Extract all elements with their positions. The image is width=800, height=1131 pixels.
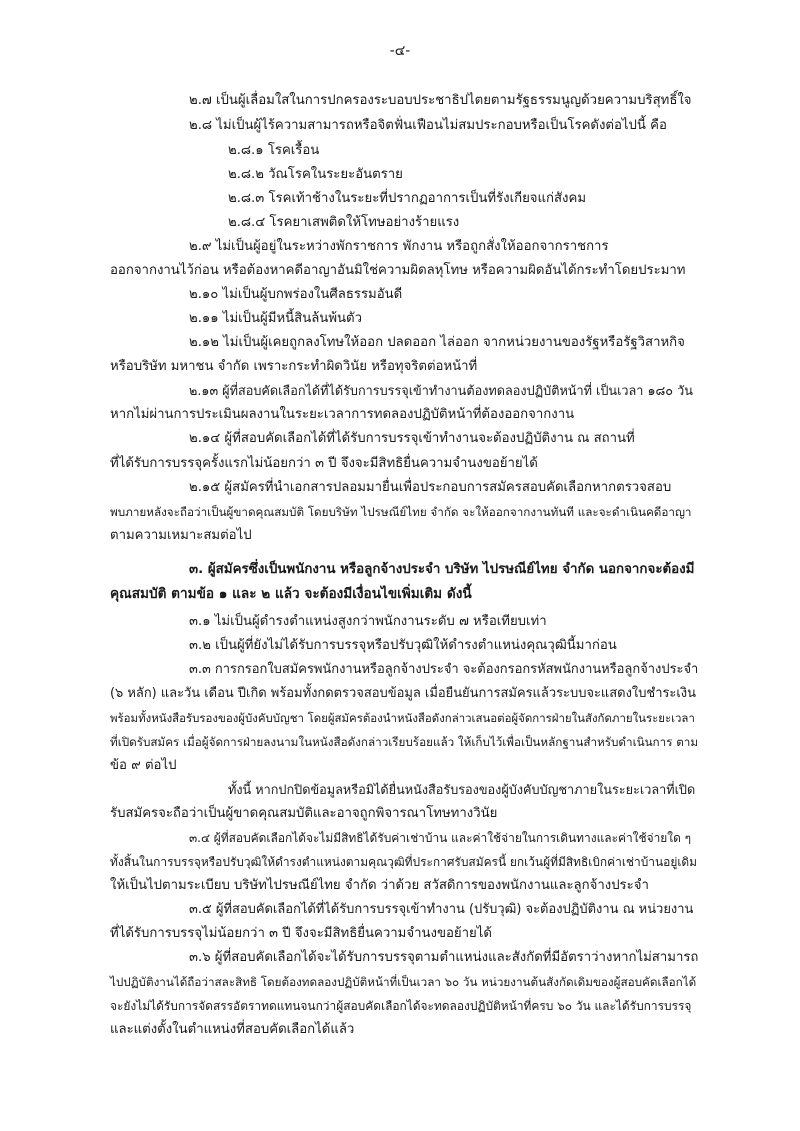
- text-line: ๒.๑๐ ไม่เป็นผู้บกพร่องในศีลธรรมอันดี: [189, 287, 403, 302]
- text-line: ที่ได้รับการบรรจุครั้งแรกไม่น้อยกว่า ๓ ปี จึงจะมีสิทธิยื่นความจำนงขอย้ายได้: [110, 456, 538, 471]
- text-line: ไปปฏิบัติงานได้ถือว่าสละสิทธิ โดยต้องทดลองปฏิบัติหน้าที่เป็นเวลา ๖๐ วัน หน่วยงานต้นสังกัดเดิมของผู้สอบคัดเลือกได้: [110, 975, 697, 989]
- text-line: หรือบริษัท มหาชน จำกัด เพราะกระทำผิดวินัย หรือทุจริตต่อหน้าที่: [110, 359, 478, 374]
- text-line: ๒.๘.๓ โรคเท้าช้างในระยะที่ปรากฏอาการเป็นที่รังเกียจแก่สังคม: [228, 191, 587, 206]
- text-line: ๒.๑๑ ไม่เป็นผู้มีหนี้สินล้นพ้นตัว: [189, 311, 363, 326]
- text-line: ให้เป็นไปตามระเบียบ บริษัทไปรษณีย์ไทย จำกัด ว่าด้วย สวัสดิการของพนักงานและลูกจ้างประจำ: [110, 878, 649, 893]
- text-line: ๒.๑๒ ไม่เป็นผู้เคยถูกลงโทษให้ออก ปลดออก ไล่ออก จากหน่วยงานของรัฐหรือรัฐวิสาหกิจ: [189, 335, 685, 350]
- text-line: ทั้งสิ้นในการบรรจุหรือปรับวุฒิให้ดำรงตำแหน่งตามคุณวุฒิที่ประกาศรับสมัครนี้ ยกเว้นผู้ที่มีสิทธิเบิกค่าเช่าบ้านอยู่เดิม: [110, 855, 698, 869]
- text-line: ออกจากงานไว้ก่อน หรือต้องหาคดีอาญาอันมิใช่ความผิดลหุโทษ หรือความผิดอันได้กระทำโดยประมาท: [110, 263, 686, 278]
- text-line: ๒.๑๕ ผู้สมัครที่นำเอกสารปลอมมายื่นเพื่อประกอบการสมัครสอบคัดเลือกหากตรวจสอบ: [189, 480, 672, 495]
- text-line: ๓.๑ ไม่เป็นผู้ดำรงตำแหน่งสูงกว่าพนักงานระดับ ๗ หรือเทียบเท่า: [189, 614, 547, 629]
- text-line: ที่เปิดรับสมัคร เมื่อผู้จัดการฝ่ายลงนามในหนังสือดังกล่าวเรียบร้อยแล้ว ให้เก็บไว้เพื่อเป็นหลักฐานสำหรับดำเนินการ ตาม: [110, 735, 699, 749]
- text-line: ๒.๙ ไม่เป็นผู้อยู่ในระหว่างพักราชการ พักงาน หรือถูกสั่งให้ออกจากราชการ: [189, 239, 609, 254]
- text-line: ๓.๒ เป็นผู้ที่ยังไม่ได้รับการบรรจุหรือปรับวุฒิให้ดำรงตำแหน่งคุณวุฒินี้มาก่อน: [189, 638, 617, 653]
- text-line: หากไม่ผ่านการประเมินผลงานในระยะเวลาการทดลองปฏิบัติหน้าที่ต้องออกจากงาน: [110, 407, 575, 422]
- text-line: ตามความเหมาะสมต่อไป: [110, 528, 252, 543]
- text-line: พบภายหลังจะถือว่าเป็นผู้ขาดคุณสมบัติ โดยบริษัท ไปรษณีย์ไทย จำกัด จะให้ออกจากงานทันที และจะดำเนินคดีอาญา: [110, 505, 692, 519]
- text-line: ๒.๘.๑ โรคเรื้อน: [228, 143, 320, 158]
- page-number: -๔-: [389, 43, 411, 59]
- text-line: ๒.๘.๒ วัณโรคในระยะอันตราย: [228, 167, 403, 182]
- section-heading: ๓. ผู้สมัครซึ่งเป็นพนักงาน หรือลูกจ้างประจำ บริษัท ไปรษณีย์ไทย จำกัด นอกจากจะต้องมี: [189, 562, 695, 577]
- text-line: รับสมัครจะถือว่าเป็นผู้ขาดคุณสมบัติและอาจถูกพิจารณาโทษทางวินัย: [110, 806, 498, 821]
- text-line: ๒.๑๓ ผู้ที่สอบคัดเลือกได้ที่ได้รับการบรรจุเข้าทำงานต้องทดลองปฏิบัติหน้าที่ เป็นเวลา ๑๘๐ วัน: [189, 383, 693, 398]
- text-line: จะยังไม่ได้รับการจัดสรรอัตราทดแทนจนกว่าผู้สอบคัดเลือกได้จะทดลองปฏิบัติหน้าที่ครบ ๖๐ วัน และได้รับการบรรจุ: [110, 999, 692, 1013]
- text-line: ๒.๘.๔ โรคยาเสพติดให้โทษอย่างร้ายแรง: [228, 215, 460, 230]
- text-line: ทั้งนี้ หากปกปิดข้อมูลหรือมิได้ยื่นหนังสือรับรองของผู้บังคับบัญชาภายในระยะเวลาที่เปิด: [228, 782, 696, 797]
- text-line: ๓.๖ ผู้ที่สอบคัดเลือกได้จะได้รับการบรรจุตามตำแหน่งและสังกัดที่มีอัตราว่างหากไม่สามารถ: [189, 950, 699, 965]
- text-line: ๓.๕ ผู้ที่สอบคัดเลือกได้ที่ได้รับการบรรจุเข้าทำงาน (ปรับวุฒิ) จะต้องปฏิบัติงาน ณ หน่วยงาน: [189, 902, 694, 917]
- text-line: ที่ได้รับการบรรจุไม่น้อยกว่า ๓ ปี จึงจะมีสิทธิยื่นความจำนงขอย้ายได้: [110, 926, 492, 941]
- text-line: พร้อมทั้งหนังสือรับรองของผู้บังคับบัญชา โดยผู้สมัครต้องนำหนังสือดังกล่าวเสนอต่อผู้จัดการฝ่ายในสังกัดภายในระยะเวลา: [110, 711, 695, 725]
- text-line: และแต่งตั้งในตำแหน่งที่สอบคัดเลือกได้แล้ว: [110, 1022, 355, 1037]
- text-line: ข้อ ๙ ต่อไป: [110, 758, 177, 773]
- text-line: (๖ หลัก) และวัน เดือน ปีเกิด พร้อมทั้งกดตรวจสอบข้อมูล เมื่อยืนยันการสมัครแล้วระบบจะแสดงใบชำระเงิน: [110, 686, 696, 701]
- text-line: ๓.๔ ผู้ที่สอบคัดเลือกได้จะไม่มีสิทธิได้รับค่าเช่าบ้าน และค่าใช้จ่ายในการเดินทางและค่าใช้จ่ายใด ๆ: [189, 831, 692, 845]
- text-line: ๒.๗ เป็นผู้เลื่อมใสในการปกครองระบอบประชาธิปไตยตามรัฐธรรมนูญด้วยความบริสุทธิ์ใจ: [189, 93, 692, 108]
- section-heading: คุณสมบัติ ตามข้อ ๑ และ ๒ แล้ว จะต้องมีเงื่อนไขเพิ่มเติม ดังนี้: [110, 586, 472, 602]
- text-line: ๒.๘ ไม่เป็นผู้ไร้ความสามารถหรือจิตฟั่นเฟือนไม่สมประกอบหรือเป็นโรคดังต่อไปนี้ คือ: [189, 118, 667, 133]
- text-line: ๓.๓ การกรอกใบสมัครพนักงานหรือลูกจ้างประจำ จะต้องกรอกรหัสพนักงานหรือลูกจ้างประจำ: [189, 662, 699, 677]
- text-line: ๒.๑๔ ผู้ที่สอบคัดเลือกได้ที่ได้รับการบรรจุเข้าทำงานจะต้องปฏิบัติงาน ณ สถานที่: [189, 431, 635, 446]
